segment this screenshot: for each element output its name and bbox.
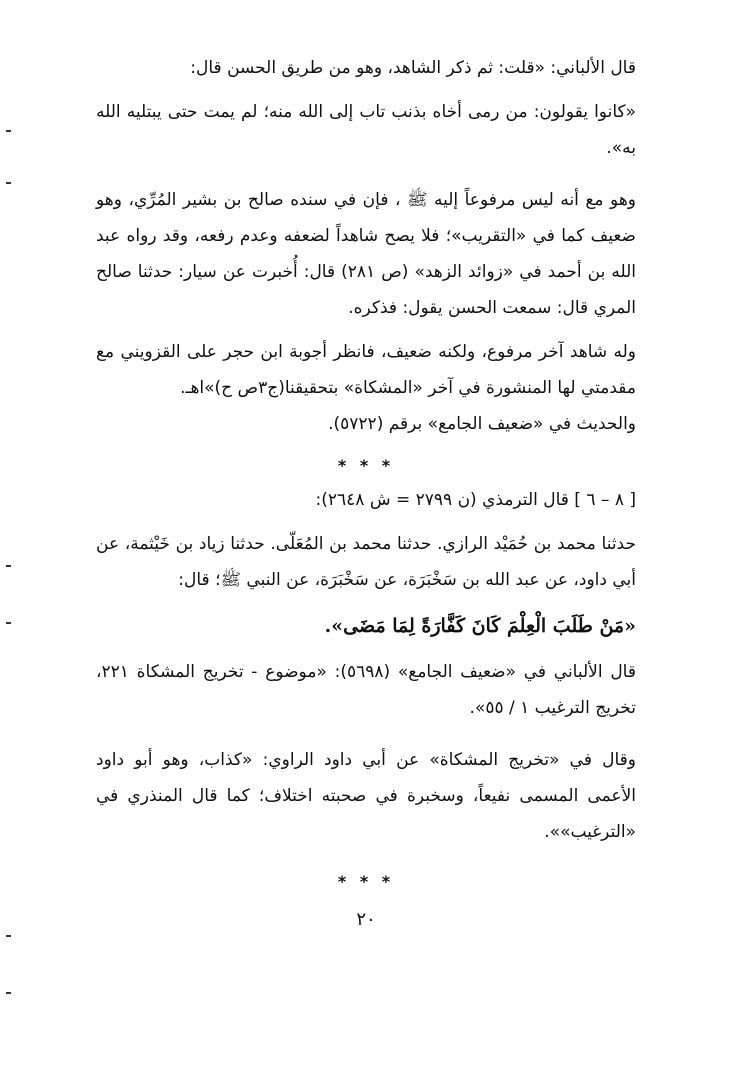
page-number: ٢٠ [356,909,376,930]
hadith-reference: والحديث في «ضعيف الجامع» برقم (٥٧٢٢). [328,414,636,434]
text-column [96,50,636,936]
quote-intro: قال الألباني: «قلت: ثم ذكر الشاهد، وهو من طريق الحسن قال: [190,58,636,78]
quote-text: «كانوا يقولون: من رمى أخاه بذنب تاب إلى الله منه؛ لم يمت حتى يبتليه الله به». [96,102,636,158]
scan-mark [6,992,11,994]
section-separator: * * * [337,456,395,475]
albani-grading: قال الألباني في «ضعيف الجامع» (٥٦٩٨): «موضوع - تخريج المشكاة ٢٢١، تخريج الترغيب ١ / ٥٥». [96,662,636,718]
scan-mark [6,935,11,937]
albani-narrator-note: وقال في «تخريج المشكاة» عن أبي داود الراوي: «كذاب، وهو أبو داود الأعمى المسمى نفيعاً، وسخبرة في صحبته اختلاف؛ كما قال المنذري في «الترغيب»». [96,750,636,842]
section-separator: * * * [337,872,395,891]
scan-mark [6,130,11,132]
another-witness: وله شاهد آخر مرفوع، ولكنه ضعيف، فانظر أجوبة ابن حجر على القزويني مع مقدمتي لها المنشورة في آخر «المشكاة» بتحقيقنا(ج٣ص ح)»اهـ. [96,342,636,398]
hadith-matn: «مَنْ طَلَبَ الْعِلْمَ كَانَ كَفَّارَةً لِمَا مَضَى». [324,615,636,637]
chain-analysis: وهو مع أنه ليس مرفوعاً إليه ﷺ ، فإن في سنده صالح بن بشير المُرِّي، وهو ضعيف كما في «التقريب»؛ فلا يصح شاهداً لضعفه وعدم رفعه، وقد رواه عبد الله بن أحمد في «زوائد الزهد» (ص ٢٨١) قال: أُخبرت عن سيار: حدثنا صالح المري قال: سمعت الحسن يقول: فذكره. [96,190,636,318]
hadith-heading: [ ٨ – ٦ ] قال الترمذي (ن ٢٧٩٩ = ش ٢٦٤٨): [315,490,636,510]
scan-mark [6,622,11,624]
scan-mark [6,182,11,184]
scan-mark [6,565,11,567]
hadith-isnad: حدثنا محمد بن حُمَيْد الرازي. حدثنا محمد بن المُعَلّى. حدثنا زياد بن خَيْثمة، عن أبي داود، عن عبد الله بن سَخْبَرَة، عن سَخْبَرَة، عن النبي ﷺ؛ قال: [96,534,636,590]
